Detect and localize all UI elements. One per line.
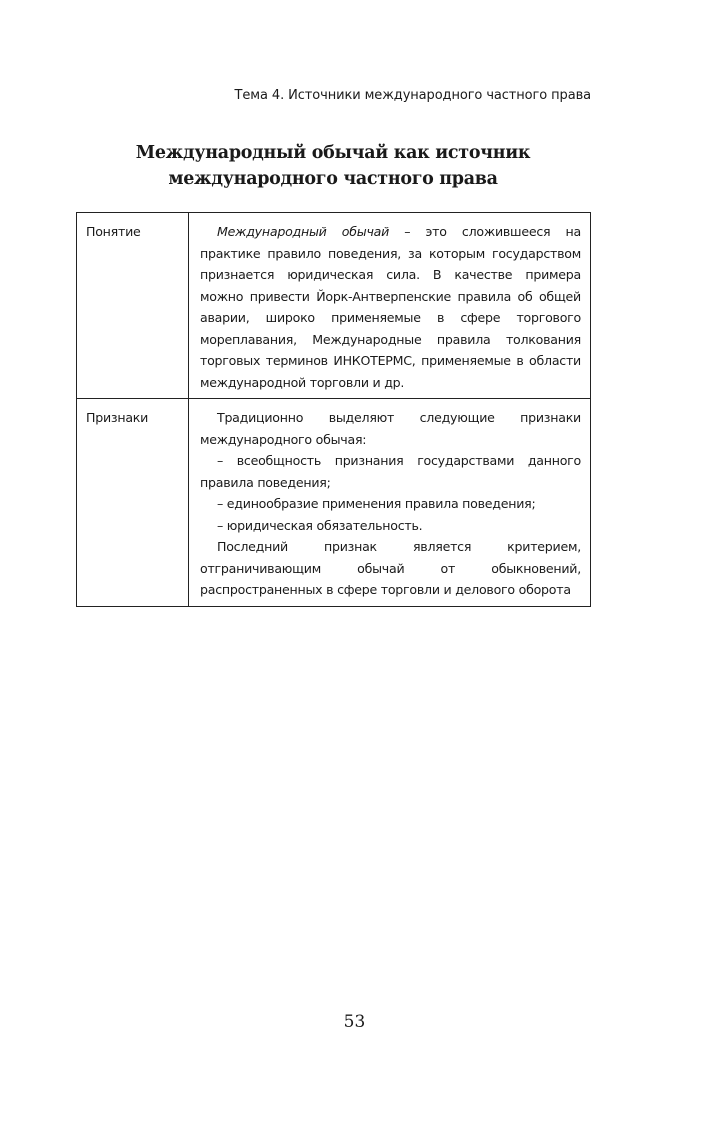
section-title-line-1: Международный обычай как источник (135, 143, 531, 163)
definition-term-italic: Международный обычай (217, 224, 390, 239)
table-row-features (77, 399, 591, 607)
section-title (76, 140, 590, 192)
definition-text: – это сложившееся на практике правило поведения, за которым государством признается юридическая сила. В качестве примера можно привести Йорк-Антверпенские правила об общей аварии, широко применяемые в сфере торгового мореплавания, Международные правила толкования торговых терминов ИНКОТЕРМС, применяемые в области международной торговли и др. (200, 224, 581, 390)
page-number: 53 (343, 1012, 366, 1032)
definition-paragraph (200, 221, 581, 393)
term-cell: Признаки (77, 399, 189, 607)
running-header: Тема 4. Источники международного частного права (234, 88, 591, 103)
definitions-table (76, 212, 591, 607)
section-title-line-2: международного частного права (168, 169, 498, 189)
features-cell (189, 399, 591, 607)
definition-cell (189, 213, 591, 399)
list-item: – юридическая обязательность. (217, 517, 423, 533)
term-cell: Понятие (77, 213, 189, 399)
list-item: – всеобщность признания государствами данного правила поведения; (200, 453, 581, 490)
table-row-concept (77, 213, 591, 399)
features-intro: Традиционно выделяют следующие признаки международного обычая: (200, 410, 581, 447)
features-conclusion: Последний признак является критерием, отграничивающим обычай от обыкновений, распространенных в сфере торговли и делового оборота (200, 539, 581, 597)
list-item: – единообразие применения правила поведения; (217, 496, 536, 511)
